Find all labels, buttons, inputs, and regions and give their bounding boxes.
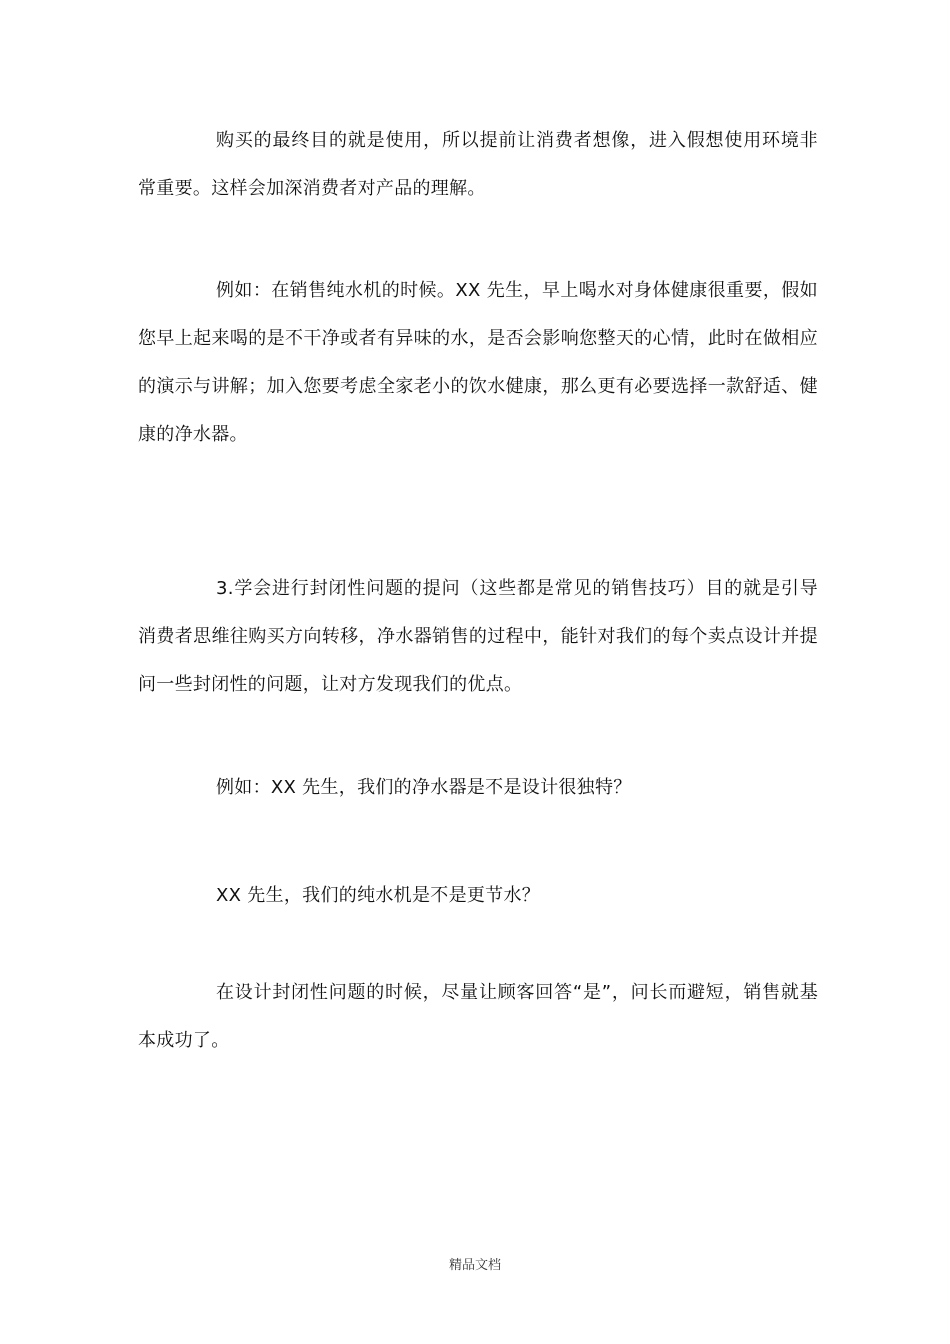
paragraph-example-water-purifier: 例如：在销售纯水机的时候。XX 先生，早上喝水对身体健康很重要，假如您早上起来喝的是不干净或者有异味的水，是否会影响您整天的心情，此时在做相应的演示与讲解；加入您要考虑全家老小的饮水健康，那么更有必要选择一款舒适、健康的净水器。 [138, 280, 818, 445]
paragraph-closed-questions: 3.学会进行封闭性问题的提问（这些都是常见的销售技巧）目的就是引导消费者思维往购买方向转移，净水器销售的过程中，能针对我们的每个卖点设计并提问一些封闭性的问题，让对方发现我们的优点。 [138, 578, 818, 695]
paragraph-closing-advice: 在设计封闭性问题的时候，尽量让顾客回答“是”，问长而避短，销售就基本成功了。 [138, 982, 818, 1051]
page-footer: 精品文档 [448, 1258, 501, 1273]
paragraph-example-question-water-saving: XX 先生，我们的纯水机是不是更节水？ [216, 885, 541, 906]
paragraph-usage-imagination: 购买的最终目的就是使用，所以提前让消费者想像，进入假想使用环境非常重要。这样会加深消费者对产品的理解。 [138, 130, 818, 199]
paragraph-example-question-design: 例如：XX 先生，我们的净水器是不是设计很独特？ [216, 777, 632, 798]
